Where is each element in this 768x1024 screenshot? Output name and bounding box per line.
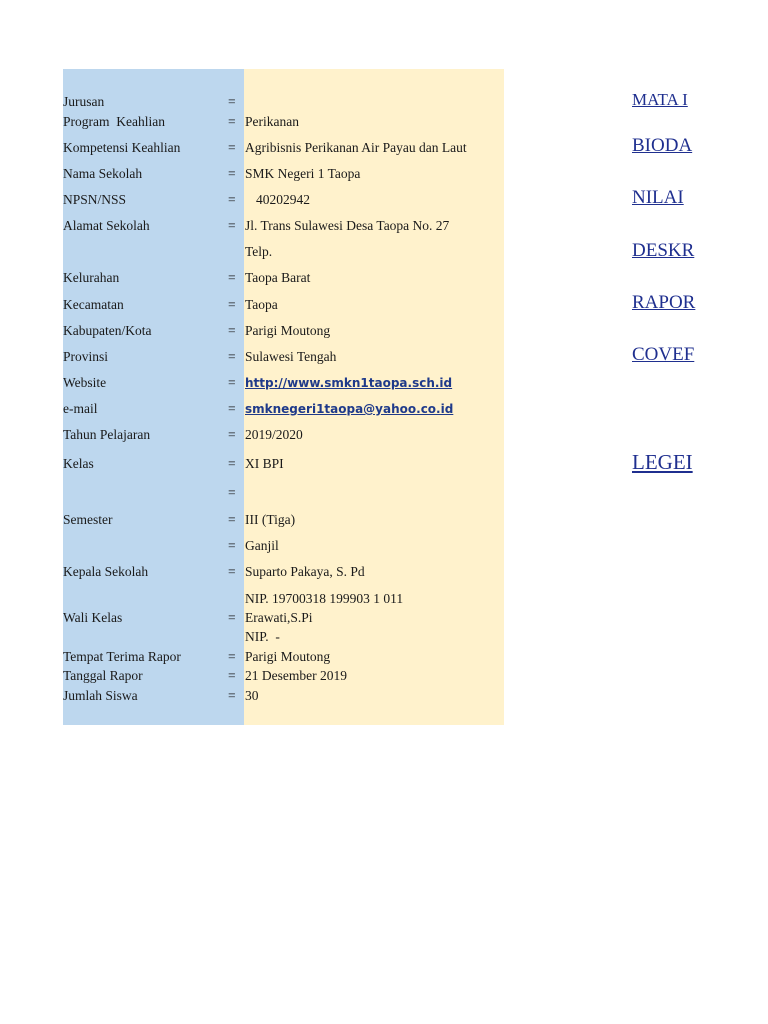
label-tahun-pelajaran: Tahun Pelajaran [63,427,151,442]
label-npsn: NPSN/NSS [63,192,127,207]
equals-sign: = [228,218,236,233]
row-alamat-sekolah [63,217,504,235]
row-jumlah-siswa [63,687,504,705]
label-provinsi: Provinsi [63,349,109,364]
label-kepala-sekolah: Kepala Sekolah [63,564,149,579]
value-kabupaten-kota[interactable]: Parigi Moutong [245,323,331,338]
label-tempat-terima-rapor: Tempat Terima Rapor [63,649,181,664]
value-kecamatan[interactable]: Taopa [245,297,278,312]
label-wali-kelas: Wali Kelas [63,610,123,625]
email-link[interactable]: smknegeri1taopa@yahoo.co.id [245,402,454,416]
value-alamat-sekolah[interactable]: Jl. Trans Sulawesi Desa Taopa No. 27 [245,218,450,233]
value-kelurahan[interactable]: Taopa Barat [245,270,311,285]
row-kecamatan [63,296,504,314]
label-alamat-sekolah: Alamat Sekolah [63,218,150,233]
equals-sign: = [228,375,236,390]
equals-sign: = [228,323,236,338]
row-ganjil [63,537,504,555]
row-kepala-sekolah [63,563,504,581]
row-website [63,374,504,392]
label-email: e-mail [63,401,98,416]
equals-sign: = [228,564,236,579]
label-website: Website [63,375,107,390]
row-telp [63,243,504,261]
row-tanggal-rapor [63,667,504,685]
row-email [63,400,504,418]
value-npsn[interactable]: 40202942 [256,192,310,207]
row-wali-kelas [63,609,504,627]
row-jurusan [63,93,504,111]
value-kompetensi-keahlian[interactable]: Agribisnis Perikanan Air Payau dan Laut [245,140,467,155]
equals-sign: = [228,114,236,129]
label-nama-sekolah: Nama Sekolah [63,166,143,181]
row-kelas [63,455,504,473]
value-tanggal-rapor[interactable]: 21 Desember 2019 [245,668,347,683]
value-tahun-pelajaran[interactable]: 2019/2020 [245,427,303,442]
row-nip-kepala [63,590,504,608]
row-kabupaten-kota [63,322,504,340]
value-semester[interactable]: III (Tiga) [245,512,296,527]
equals-sign: = [228,456,236,471]
website-link[interactable]: http://www.smkn1taopa.sch.id [245,376,453,390]
nav-link-legend[interactable]: LEGEI [632,450,693,474]
label-kecamatan: Kecamatan [63,297,124,312]
equals-sign: = [228,538,236,553]
row-nama-sekolah [63,165,504,183]
label-jurusan: Jurusan [63,94,105,109]
row-npsn [63,191,504,209]
row-semester [63,511,504,529]
label-tanggal-rapor: Tanggal Rapor [63,668,143,683]
sheet-navigation [632,0,696,1024]
label-program-keahlian: Program Keahlian [63,114,165,129]
nav-link-biodata[interactable]: BIODA [632,135,693,156]
value-nip-wali[interactable]: NIP. - [245,629,280,644]
row-nip-wali [63,628,504,646]
value-nip-kepala[interactable]: NIP. 19700318 199903 1 011 [245,591,404,606]
label-kompetensi-keahlian: Kompetensi Keahlian [63,140,181,155]
equals-sign: = [228,688,236,703]
row-kompetensi-keahlian [63,139,504,157]
nav-link-mata-pelajaran[interactable]: MATA I [632,90,688,109]
label-kelas: Kelas [63,456,94,471]
nav-link-cover[interactable]: COVEF [632,344,695,365]
equals-sign: = [228,401,236,416]
row-tempat-terima-rapor [63,648,504,666]
value-program-keahlian[interactable]: Perikanan [245,114,299,129]
value-wali-kelas[interactable]: Erawati,S.Pi [245,610,313,625]
value-kelas[interactable]: XI BPI [245,456,284,471]
nav-link-deskripsi[interactable]: DESKR [632,240,695,261]
equals-sign: = [228,297,236,312]
equals-sign: = [228,668,236,683]
value-semester-type[interactable]: Ganjil [245,538,279,553]
equals-sign: = [228,94,236,109]
row-provinsi [63,348,504,366]
row-tahun-pelajaran [63,426,504,444]
value-kepala-sekolah[interactable]: Suparto Pakaya, S. Pd [245,564,365,579]
nav-link-rapor[interactable]: RAPOR [632,292,696,313]
value-provinsi[interactable]: Sulawesi Tengah [245,349,337,364]
equals-sign: = [228,192,236,207]
nav-link-nilai[interactable]: NILAI [632,187,684,208]
row-blank [63,484,504,502]
school-info-sheet [63,69,504,725]
equals-sign: = [228,140,236,155]
equals-sign: = [228,610,236,625]
value-tempat-terima-rapor[interactable]: Parigi Moutong [245,649,331,664]
value-telp[interactable]: Telp. [245,244,273,259]
row-program-keahlian [63,113,504,131]
label-semester: Semester [63,512,113,527]
value-nama-sekolah[interactable]: SMK Negeri 1 Taopa [245,166,361,181]
equals-sign: = [228,270,236,285]
equals-sign: = [228,349,236,364]
equals-sign: = [228,512,236,527]
equals-sign: = [228,485,236,500]
label-kelurahan: Kelurahan [63,270,120,285]
label-kabupaten-kota: Kabupaten/Kota [63,323,152,338]
value-jumlah-siswa[interactable]: 30 [245,688,259,703]
equals-sign: = [228,166,236,181]
equals-sign: = [228,427,236,442]
row-kelurahan [63,269,504,287]
equals-sign: = [228,649,236,664]
label-jumlah-siswa: Jumlah Siswa [63,688,138,703]
